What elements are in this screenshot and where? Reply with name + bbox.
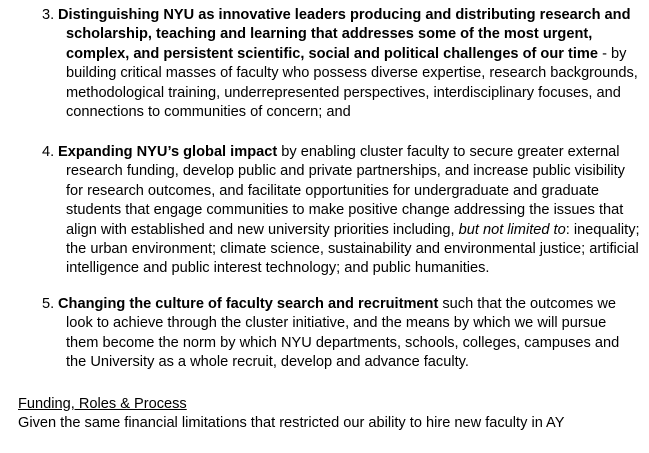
list-item-text: such that the outcomes we look to achieve through the cluster initiative, and the means by which we will pursue them become the norm by which NYU departments, schools, colleges, campuses and the University as a whole recruit, develop and advance faculty. [66, 296, 620, 371]
list-item-body [42, 6, 642, 122]
list-item-text-after: : inequality; the urban environment; climate science, sustainability and environmental justice; artificial intelligence and public interest technology; and public humanities. [66, 221, 640, 277]
list-item-bold-text: Expanding NYU’s global impact [58, 144, 278, 160]
list-item [42, 6, 642, 122]
list-item-number: 3. [42, 7, 55, 23]
list-item-body [42, 295, 642, 373]
list-item [42, 295, 642, 373]
section-heading: Funding, Roles & Process [18, 396, 187, 412]
list-item-body [42, 143, 642, 279]
list-item-text: by enabling cluster faculty to secure greater external research funding, develop public and private partnerships, and increase public visibility for research outcomes, and facilitate opportunities for undergraduate and graduate students that engage communities to make positive change addressing the issues that align with established and new university priorities including, [66, 144, 625, 238]
list-item-italic-text: but not limited to [458, 221, 566, 238]
list-item-bold-text: Distinguishing NYU as innovative leaders producing and distributing research and scholarship, teaching and learning that addresses some of the most urgent, complex, and persistent scientific, social and political challenges of our time [58, 7, 631, 62]
list-item [42, 143, 642, 279]
list-item-text: - by building critical masses of faculty who possess diverse expertise, research backgrounds, methodological training, underrepresented perspectives, interdisciplinary focuses, and connections to communities of concern; and [66, 45, 638, 121]
list-item-number: 5. [42, 296, 55, 312]
list-item-bold-text: Changing the culture of faculty search and recruitment [58, 296, 439, 312]
list-item-number: 4. [42, 144, 55, 160]
section-paragraph: Given the same financial limitations that restricted our ability to hire new faculty in AY [18, 415, 565, 431]
